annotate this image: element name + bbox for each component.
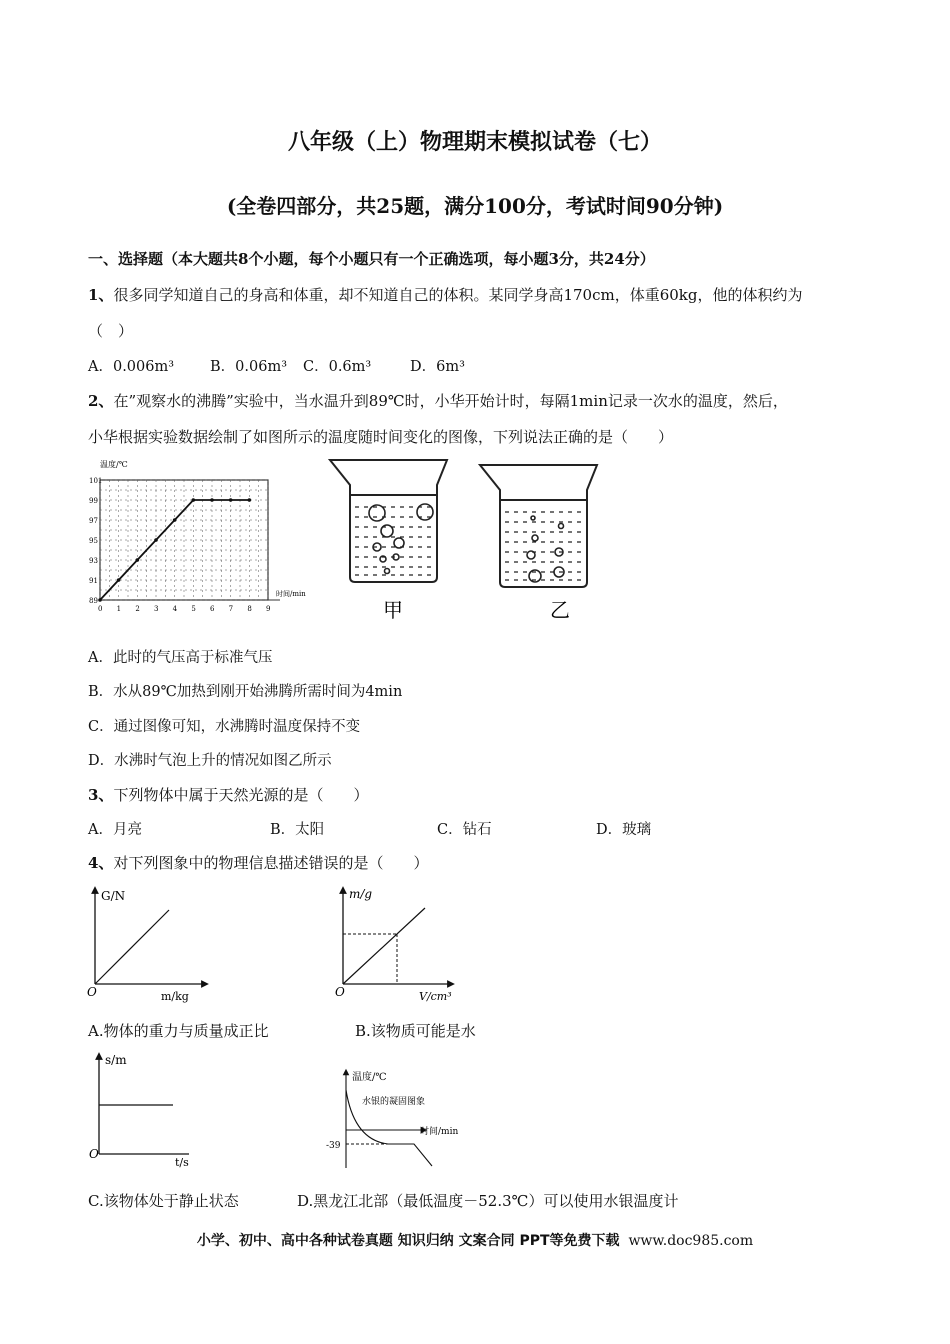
temperature-chart xyxy=(88,458,306,618)
graph-c xyxy=(85,1050,215,1170)
section-heading: 一、选择题（本大题共8个小题，每个小题只有一个正确选项，每小题3分，共24分） xyxy=(88,250,655,268)
x-tick-label: 9 xyxy=(266,605,271,613)
y-tick-label: 97 xyxy=(89,517,98,525)
beaker-outline xyxy=(330,460,447,582)
question-text-cont: 小华根据实验数据绘制了如图所示的温度随时间变化的图像，下列说法正确的是（ ） xyxy=(88,428,674,446)
x-tick-label: 6 xyxy=(210,605,215,613)
question-number: 3、 xyxy=(88,786,114,804)
graph-a-xlabel: m/kg xyxy=(161,990,189,1003)
question-text: 下列物体中属于天然光源的是（ ） xyxy=(113,786,369,804)
option-a: A．此时的气压高于标准气压 xyxy=(88,650,273,666)
graph-b-origin: O xyxy=(335,985,345,999)
question-number: 1、 xyxy=(88,286,114,304)
graph-a-origin: O xyxy=(87,985,97,999)
question-number: 2、 xyxy=(88,392,114,410)
question-2 xyxy=(88,390,788,411)
y-tick-label: 93 xyxy=(89,557,98,565)
caption-c: C.该物体处于静止状态 xyxy=(88,1192,239,1210)
x-tick-label: 7 xyxy=(228,605,234,613)
data-point xyxy=(173,518,177,522)
graph-d-note: 水银的凝固图象 xyxy=(362,1097,426,1107)
graph-b-xlabel: V/cm³ xyxy=(419,990,452,1003)
graph-b-ylabel: m/g xyxy=(349,887,373,901)
footer xyxy=(0,1230,950,1250)
graph-d-tick: -39 xyxy=(326,1141,341,1151)
option-b: B．水从89℃加热到刚开始沸腾所需时间为4min xyxy=(88,684,403,700)
beaker-jia xyxy=(330,460,447,582)
label-yi: 乙 xyxy=(550,598,570,622)
label-jia: 甲 xyxy=(383,598,403,622)
option-c: C．通过图像可知，水沸腾时温度保持不变 xyxy=(88,719,361,735)
data-point xyxy=(98,598,102,602)
question-number: 4、 xyxy=(88,854,114,872)
option-b: B．太阳 xyxy=(270,822,325,838)
y-tick-label: 101 xyxy=(89,477,103,485)
y-tick-label: 91 xyxy=(89,577,98,585)
caption-b: B.该物质可能是水 xyxy=(355,1022,476,1040)
question-4 xyxy=(88,852,428,873)
data-point xyxy=(136,558,140,562)
beaker-yi xyxy=(480,465,597,587)
data-point xyxy=(154,538,158,542)
question-3 xyxy=(88,784,368,805)
chart-grid xyxy=(100,480,280,600)
option-d: D．6m³ xyxy=(410,359,465,375)
footer-url[interactable]: www.doc985.com xyxy=(628,1233,754,1249)
option-b: B．0.06m³ xyxy=(210,359,288,375)
graph-b xyxy=(333,882,463,1007)
data-point xyxy=(192,498,196,502)
x-tick-label: 5 xyxy=(191,605,196,613)
graph-d-xlabel: 时间/min xyxy=(420,1127,459,1137)
data-point xyxy=(229,498,233,502)
option-a: A．0.006m³ xyxy=(88,359,175,375)
graph-c-origin: O xyxy=(89,1147,99,1161)
graph-d-ylabel: 温度/℃ xyxy=(352,1072,387,1083)
page-title: 八年级（上）物理期末模拟试卷（七） xyxy=(287,129,662,155)
line-g-m xyxy=(95,910,169,984)
caption-d: D.黑龙江北部（最低温度－52.3℃）可以使用水银温度计 xyxy=(297,1192,679,1210)
option-a: A．月亮 xyxy=(88,822,142,838)
beaker-outline xyxy=(480,465,597,587)
data-point xyxy=(210,498,214,502)
question-text: 很多同学知道自己的身高和体重，却不知道自己的体积。某同学身高170cm，体重60kg，他的体积约为 xyxy=(113,286,803,304)
exam-info: (全卷四部分，共25题，满分100分，考试时间90分钟) xyxy=(226,194,724,218)
graph-d xyxy=(326,1068,466,1178)
data-point xyxy=(248,498,252,502)
y-tick-label: 95 xyxy=(89,537,98,545)
question-1 xyxy=(88,284,802,305)
line-m-v xyxy=(343,908,425,984)
answer-paren: （ ） xyxy=(88,322,134,340)
x-tick-label: 3 xyxy=(154,605,159,613)
option-c: C．0.6m³ xyxy=(303,359,372,375)
beaker-figures xyxy=(325,455,625,625)
caption-a: A.物体的重力与质量成正比 xyxy=(88,1022,269,1040)
y-tick-label: 99 xyxy=(89,497,98,505)
graph-c-ylabel: s/m xyxy=(105,1053,127,1067)
question-text: 在”观察水的沸腾”实验中，当水温升到89℃时，小华开始计时，每隔1min记录一次水的温度，然后， xyxy=(113,392,788,410)
question-text: 对下列图象中的物理信息描述错误的是（ ） xyxy=(113,854,429,872)
option-c: C．钻石 xyxy=(437,822,492,838)
y-tick-label: 89 xyxy=(89,597,98,605)
bubbles xyxy=(369,504,433,574)
x-tick-label: 0 xyxy=(98,605,103,613)
footer-text: 小学、初中、高中各种试卷真题 知识归纳 文案合同 PPT等免费下载 xyxy=(196,1233,620,1249)
x-tick-label: 1 xyxy=(116,605,122,613)
graph-a-ylabel: G/N xyxy=(101,889,126,903)
option-d: D．水沸时气泡上升的情况如图乙所示 xyxy=(88,753,332,769)
graph-a xyxy=(85,882,215,1007)
x-tick-label: 4 xyxy=(172,605,178,613)
graph-c-xlabel: t/s xyxy=(175,1156,189,1169)
x-tick-label: 8 xyxy=(247,605,252,613)
chart-xlabel: 时间/min xyxy=(276,590,306,598)
option-d: D．玻璃 xyxy=(596,822,652,838)
x-tick-label: 2 xyxy=(135,605,140,613)
chart-ylabel: 温度/℃ xyxy=(100,460,128,469)
data-point xyxy=(117,578,121,582)
